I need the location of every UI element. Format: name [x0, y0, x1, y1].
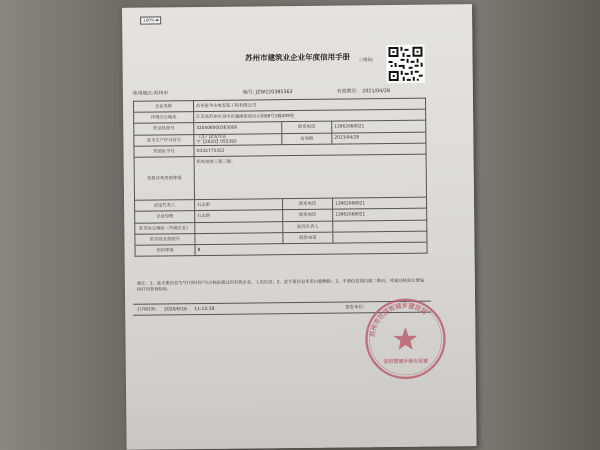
out-office-value: [195, 221, 283, 233]
out-license-label: 驻苏营业执照号: [135, 233, 195, 245]
qualification-cert-value: D332775352: [194, 143, 426, 157]
company-name-label: 企业名称: [133, 101, 193, 113]
svg-text:苏州市住房和城乡建设局: 苏州市住房和城乡建设局: [369, 302, 428, 338]
print-date: 2020/6/16: [163, 307, 188, 313]
qualification-level-value: 机电安装工程三级；: [194, 154, 426, 199]
zoom-dropdown[interactable]: [140, 16, 161, 24]
credit-handbook-page: [122, 4, 477, 450]
out-license-value: [195, 232, 283, 244]
safety-valid-label: 有效期: [282, 133, 332, 145]
table-row: [134, 154, 426, 200]
address-label: 详细办公地址: [134, 112, 194, 124]
official-seal-stamp: [363, 296, 448, 381]
company-name-value: 苏州唐华水电安装工程有限公司: [193, 98, 425, 112]
page-title: 苏州市建筑业企业年度信用手册: [244, 52, 351, 63]
svg-text:信用管理手册专用章: 信用管理手册专用章: [383, 358, 429, 366]
out-office-label: 驻苏办公地址（外地企业）: [135, 222, 195, 234]
zoom-level: 100%: [143, 17, 155, 23]
safety-license-line-2: 字【2020】055393: [196, 139, 237, 145]
credit-level-value: B: [195, 242, 427, 256]
license-value: 320506000363000: [194, 122, 282, 134]
legal-rep-value: 石志明: [195, 199, 283, 211]
valid-value: 2021/04/28: [362, 89, 390, 95]
manager-phone-value: 13862068021: [333, 208, 427, 220]
address-value: 江苏省苏州市吴中区越溪街道吴山街88号1幢409室: [194, 109, 426, 123]
valid-label: 有效期至:: [336, 89, 358, 95]
legal-phone-value: 13862068021: [333, 197, 427, 209]
region-value: 苏州市: [153, 91, 169, 97]
credit-level-label: 信用等级: [135, 244, 195, 256]
print-time: 11:12:19: [194, 306, 215, 313]
qr-label: 二维码:: [358, 58, 374, 64]
phone-value: 13862068021: [332, 121, 426, 133]
safety-license-line-1: （苏）JZ安许证: [196, 134, 227, 140]
print-time-field: [137, 306, 214, 313]
license-label: 营业执照号: [134, 123, 194, 135]
region-label: 使用地区:: [132, 91, 154, 97]
legal-rep-label: 法定代表人: [135, 200, 195, 212]
out-person-label: 驻苏负责人: [283, 221, 333, 233]
company-info-table: [133, 98, 428, 257]
print-label: 打印时间：: [137, 307, 160, 313]
safety-license-label: 安全生产许可证号: [134, 134, 194, 146]
qualification-level-label: 资质序列类别等级: [134, 157, 194, 201]
safety-license-value: [194, 133, 282, 145]
remarks-note: 备注：1、此手册信息为"打印时间"当点核验通过的有效企业、人员信息；2、此手册信息多系自勤删除；3、手册信息请扫描二维码，或通过核验注册编码打印查询检验。: [136, 278, 425, 293]
legal-phone-label: 联系电话: [283, 198, 333, 210]
phone-label: 联系电话: [282, 122, 332, 134]
table-row: [135, 242, 427, 256]
out-phone-label: 联系电话: [283, 232, 333, 244]
issuer-label: 签发单位：: [345, 305, 368, 311]
region-field: [133, 89, 168, 96]
qr-code-icon[interactable]: [386, 45, 424, 83]
code-field: [243, 88, 293, 96]
qualification-cert-label: 资质证书号: [134, 146, 194, 158]
code-label: 编号:: [242, 90, 255, 96]
valid-field: [337, 87, 390, 95]
code-value: JZW220385363: [255, 90, 293, 96]
manager-label: 企业经理: [135, 211, 195, 223]
manager-value: 石志明: [195, 210, 283, 222]
safety-valid-value: 2023/04/28: [332, 132, 426, 144]
manager-phone-label: 联系电话: [283, 209, 333, 221]
